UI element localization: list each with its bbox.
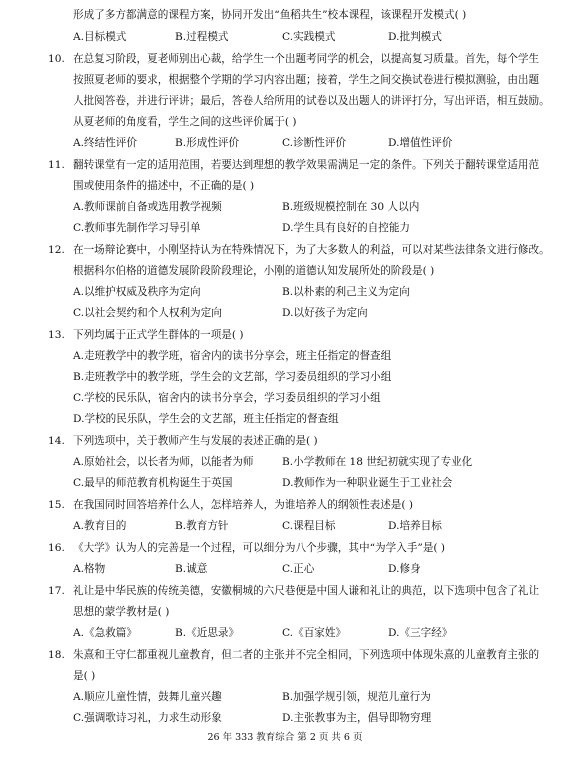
option-a: A.终结性评价: [73, 137, 137, 149]
option-c: C.最早的师范教育机构诞生于英国: [73, 477, 233, 489]
question-number: 16.: [48, 542, 65, 554]
option-d: D.《三字经》: [388, 627, 453, 639]
option-b: B.走班教学中的教学班，学生会的文艺部，学习委员组织的学习小组: [73, 371, 392, 383]
option-d: D.教师作为一种职业诞生于工业社会: [282, 477, 453, 489]
option-a: A.教师课前自备或选用教学视频: [73, 201, 222, 213]
option-b: B.小学教师在 18 世纪初就实现了专业化: [282, 456, 473, 468]
question-number: 13.: [48, 329, 65, 341]
option-a: A.格物: [73, 563, 106, 575]
intro-option-b: B.过程模式: [175, 31, 229, 43]
question-stem-line: 是( ): [73, 670, 96, 682]
question-number: 18.: [48, 649, 65, 661]
intro-option-d: D.批判模式: [388, 31, 442, 43]
option-a: A.教育目的: [73, 520, 127, 532]
option-a: A.原始社会，以长者为师，以能者为师: [73, 456, 254, 468]
question-stem-line: 根据科尔伯格的道德发展阶段阶段理论，小刚的道德认知发展所处的阶段是( ): [73, 265, 435, 277]
question-stem-line: 下列均属于正式学生群体的一项是( ): [73, 329, 244, 341]
question-stem-line: 围或使用条件的描述中，不正确的是( ): [73, 180, 255, 192]
question-stem-line: 思想的蒙学教材是( ): [73, 606, 170, 618]
question-stem-line: 在一场辩论赛中，小刚坚持认为在特殊情况下，为了大多数人的利益，可以对某些法律条文进行修改。: [73, 244, 550, 256]
option-b: B.《近思录》: [175, 627, 240, 639]
question-stem-line: 下列选项中，关于教师产生与发展的表述正确的是( ): [73, 435, 318, 447]
intro-option-a: A.目标模式: [73, 31, 127, 43]
option-b: B.班级规模控制在 30 人以内: [282, 201, 420, 213]
option-d: D.学校的民乐队，学生会的文艺部，班主任指定的督查组: [73, 413, 339, 425]
option-b: B.诚意: [175, 563, 208, 575]
question-number: 15.: [48, 499, 65, 511]
option-b: B.加强学规引领，规范儿童行为: [282, 691, 431, 703]
page-footer: 26 年 333 教育综合 第 2 页 共 6 页: [207, 732, 363, 743]
question-stem-line: 礼让是中华民族的传统美德，安徽桐城的六尺巷便是中国人谦和礼让的典范，以下选项中包含了礼让: [73, 585, 540, 597]
option-c: C.《百家姓》: [282, 627, 347, 639]
question-number: 10.: [48, 53, 65, 65]
option-b: B.教育方针: [175, 520, 229, 532]
option-c: C.学校的民乐队，宿舍内的读书分享会，学习委员组织的学习小组: [73, 392, 381, 404]
option-b: B.形成性评价: [175, 137, 240, 149]
option-b: B.以朴素的利己主义为定向: [282, 286, 410, 298]
option-d: D.以好孩子为定向: [282, 307, 368, 319]
option-d: D.培养目标: [388, 520, 442, 532]
question-stem-line: 朱熹和王守仁都重视儿童教育，但二者的主张并不完全相同，下列选项中体现朱熹的儿童教育主张的: [73, 649, 540, 661]
question-stem-line: 从夏老师的角度看，学生之间的这些评价属于( ): [73, 116, 297, 128]
option-c: C.强调歌诗习礼，力求生动形象: [73, 712, 222, 724]
question-stem-line: 在我国同时回答培养什么人，怎样培养人，为谁培养人的纲领性表述是( ): [73, 499, 414, 511]
intro-option-c: C.实践模式: [282, 31, 336, 43]
option-d: D.主张教事为主，倡导即物穷理: [282, 712, 432, 724]
option-c: C.诊断性评价: [282, 137, 347, 149]
option-d: D.增值性评价: [388, 137, 453, 149]
question-number: 12.: [48, 244, 65, 256]
option-a: A.顺应儿童性情，鼓舞儿童兴趣: [73, 691, 222, 703]
question-stem-line: 翻转课堂有一定的适用范围，若要达到理想的教学效果需满足一定的条件。下列关于翻转课堂适用范: [73, 159, 540, 171]
question-stem-line: 按照夏老师的要求，根据整个学期的学习内容出题；接着，学生之间交换试卷进行模拟测验，由出题: [73, 74, 540, 86]
option-d: D.学生具有良好的自控能力: [282, 222, 411, 234]
question-stem-line: 《大学》认为人的完善是一个过程，可以细分为八个步骤，其中“为学入手”是( ): [73, 542, 446, 554]
option-c: C.以社会契约和个人权利为定向: [73, 307, 222, 319]
option-c: C.教师事先制作学习导引单: [73, 222, 201, 234]
intro-line: 形成了多方都满意的课程方案，协同开发出“鱼稻共生”校本课程，该课程开发模式( ): [73, 9, 467, 21]
option-c: C.课程目标: [282, 520, 336, 532]
option-a: A.以维护权威及秩序为定向: [73, 286, 201, 298]
option-a: A.《急救篇》: [73, 627, 137, 639]
option-d: D.修身: [388, 563, 421, 575]
question-number: 17.: [48, 585, 65, 597]
option-c: C.正心: [282, 563, 315, 575]
question-stem-line: 在总复习阶段，夏老师别出心裁，给学生一个出题考同学的机会，以提高复习质量。首先，每个学生: [73, 53, 540, 65]
option-a: A.走班教学中的教学班，宿舍内的读书分享会，班主任指定的督查组: [73, 350, 392, 362]
question-number: 11.: [48, 159, 65, 171]
question-number: 14.: [48, 435, 65, 447]
question-stem-line: 人批阅答卷，并进行评讲；最后，答卷人给所用的试卷以及出题人的讲评打分，写出评语，相互鼓励。: [73, 95, 550, 107]
